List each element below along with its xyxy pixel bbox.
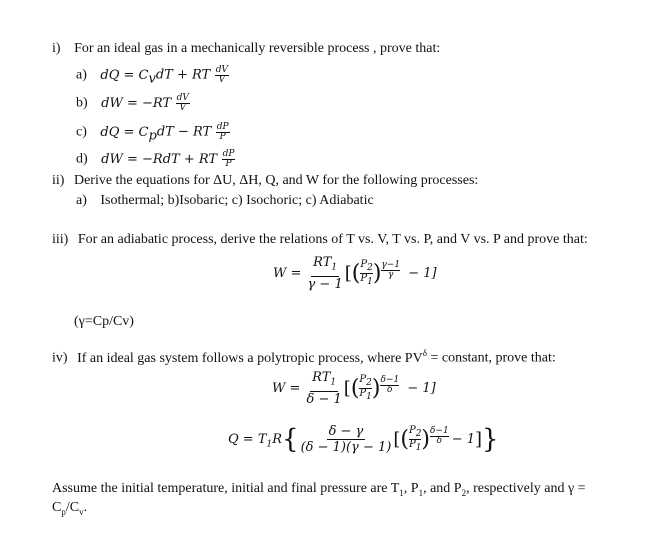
q1-item-b bbox=[76, 94, 191, 113]
item-label: c) bbox=[76, 124, 87, 140]
q4-equation-w bbox=[272, 370, 436, 407]
footer2-sub-2: v bbox=[79, 506, 84, 517]
eq-num-text: RT bbox=[312, 370, 331, 385]
eq-open-bracket: [ bbox=[343, 377, 351, 399]
ratio-den: P bbox=[360, 272, 368, 284]
eq-open-bracket: [ bbox=[344, 262, 352, 284]
frac-den: V bbox=[179, 103, 187, 113]
footer-text-3: , and P bbox=[423, 481, 462, 496]
eq-right-paren: ) bbox=[421, 427, 431, 452]
eq-r: R bbox=[272, 432, 283, 447]
exp-num: γ−1 bbox=[381, 259, 401, 270]
eq-den: (δ − 1)(γ − 1) bbox=[300, 440, 392, 455]
eq-tail: − 1] bbox=[408, 265, 437, 281]
eq-num-text: RT bbox=[313, 255, 332, 270]
item-label: d) bbox=[76, 151, 88, 167]
item-lhs: dW = −RT bbox=[101, 95, 172, 111]
eq-right-paren: ) bbox=[371, 375, 381, 401]
q4-label: iv) bbox=[52, 350, 68, 366]
eq-pressure-ratio bbox=[360, 260, 372, 287]
eq-tail: − 1 bbox=[451, 432, 475, 447]
eq-den: δ − 1 bbox=[306, 391, 342, 407]
item-fraction bbox=[216, 123, 230, 142]
footer2-text-3: . bbox=[83, 500, 88, 515]
footer2-sub-1: p bbox=[61, 506, 66, 517]
q1-item-d bbox=[76, 150, 236, 169]
eq-exponent bbox=[381, 261, 400, 280]
ratio-num-sub: 2 bbox=[367, 262, 373, 273]
exp-den: δ bbox=[436, 436, 443, 446]
q2-label: ii) bbox=[52, 173, 65, 188]
q4-text: If an ideal gas system follows a polytropic process, where PV bbox=[77, 350, 423, 366]
eq-lhs-sub: 1 bbox=[266, 439, 273, 450]
footer-text-4: , respectively and γ = bbox=[466, 481, 586, 496]
q2-subline bbox=[76, 193, 374, 209]
eq-lhs: W = bbox=[272, 380, 301, 396]
eq-num-sub: 1 bbox=[331, 262, 338, 273]
eq-close-bracket: ] bbox=[475, 429, 483, 450]
footer-text-2: , P bbox=[403, 481, 419, 496]
footer-line-1 bbox=[52, 481, 586, 501]
footer-line-2 bbox=[52, 500, 87, 520]
item-sub: p bbox=[148, 128, 157, 144]
exp-den: δ bbox=[387, 384, 393, 395]
q2-sub-text: Isothermal; b)Isobaric; c) Isochoric; c) Adiabatic bbox=[100, 193, 374, 208]
eq-main-fraction bbox=[308, 255, 343, 292]
item-lhs: dQ = C bbox=[100, 124, 149, 140]
exp-num: δ−1 bbox=[380, 374, 400, 385]
eq-tail: − 1] bbox=[407, 380, 436, 396]
ratio-den: P bbox=[408, 439, 416, 450]
item-lhs: dW = −RdT + RT bbox=[101, 151, 218, 167]
ratio-den-sub: 1 bbox=[367, 276, 373, 287]
eq-left-paren: ( bbox=[350, 375, 360, 401]
ratio-den: P bbox=[359, 387, 367, 399]
q3-text: For an adiabatic process, derive the relations of T vs. V, T vs. P, and V vs. P and prove that: bbox=[77, 232, 588, 247]
footer-text-1: Assume the initial temperature, initial and final pressure are T bbox=[52, 481, 400, 496]
item-fraction bbox=[222, 150, 236, 169]
frac-den: P bbox=[225, 159, 232, 169]
item-lhs: dQ = C bbox=[100, 67, 149, 83]
ratio-num: P bbox=[360, 258, 368, 270]
eq-right-paren: ) bbox=[372, 260, 382, 286]
item-sub: v bbox=[148, 71, 156, 87]
eq-num: δ − γ bbox=[328, 424, 364, 439]
q4-equation-q bbox=[228, 424, 499, 456]
item-label: a) bbox=[76, 67, 87, 83]
q1-heading bbox=[52, 41, 440, 57]
footer-sub-2: 1 bbox=[418, 487, 424, 498]
frac-den: V bbox=[218, 75, 226, 85]
q4-sup: δ bbox=[422, 348, 427, 358]
eq-lhs: Q = T bbox=[228, 432, 267, 447]
item-mid: dT − RT bbox=[156, 124, 212, 140]
footer-sub-1: 1 bbox=[399, 487, 404, 498]
q3-equation bbox=[273, 255, 437, 292]
q4-text-end: = constant, prove that: bbox=[426, 350, 556, 366]
eq-close-brace: } bbox=[482, 424, 499, 455]
ratio-den-sub: 1 bbox=[366, 391, 372, 402]
eq-num-sub: 1 bbox=[330, 377, 337, 388]
eq-pressure-ratio bbox=[359, 375, 371, 402]
eq-exponent bbox=[430, 427, 449, 446]
item-fraction bbox=[176, 94, 190, 113]
frac-num: dP bbox=[216, 122, 229, 132]
eq-exponent bbox=[380, 376, 399, 395]
eq-left-paren: ( bbox=[400, 427, 409, 452]
item-mid: dT + RT bbox=[155, 67, 211, 83]
ratio-num: P bbox=[408, 425, 416, 436]
frac-num: dV bbox=[215, 65, 228, 75]
eq-open-brace: { bbox=[282, 424, 299, 455]
footer-sub-3: 2 bbox=[461, 487, 467, 498]
eq-lhs: W = bbox=[273, 265, 302, 281]
q3-label: iii) bbox=[52, 232, 69, 247]
ratio-den-sub: 1 bbox=[415, 443, 422, 453]
q2-text: Derive the equations for ΔU, ΔH, Q, and W for the following processes: bbox=[73, 173, 479, 188]
q3-heading bbox=[52, 232, 588, 248]
q2-heading bbox=[52, 173, 478, 189]
q1-item-c bbox=[76, 123, 231, 145]
frac-num: dV bbox=[176, 93, 189, 103]
item-label: b) bbox=[76, 95, 88, 111]
footer2-text-1: C bbox=[52, 500, 62, 515]
ratio-num-sub: 2 bbox=[415, 429, 422, 439]
frac-den: P bbox=[219, 132, 226, 142]
item-fraction bbox=[215, 66, 229, 85]
eq-open-bracket: [ bbox=[393, 429, 401, 450]
ratio-num: P bbox=[359, 373, 367, 385]
q1-text: For an ideal gas in a mechanically reversible process , prove that: bbox=[74, 41, 441, 56]
q1-item-a bbox=[76, 66, 230, 88]
eq-main-fraction bbox=[307, 370, 342, 407]
q2-sub-label: a) bbox=[76, 193, 87, 208]
frac-num: dP bbox=[222, 149, 235, 159]
eq-main-fraction bbox=[301, 424, 392, 455]
eq-left-paren: ( bbox=[351, 260, 361, 286]
eq-num bbox=[311, 255, 339, 277]
q1-label: i) bbox=[52, 41, 61, 56]
eq-den: γ − 1 bbox=[307, 276, 343, 292]
q4-heading bbox=[52, 345, 556, 367]
eq-pressure-ratio bbox=[409, 426, 421, 453]
exp-den: γ bbox=[388, 269, 394, 280]
eq-num bbox=[310, 370, 338, 392]
ratio-num-sub: 2 bbox=[366, 377, 372, 388]
q3-note: (γ=Cp/Cv) bbox=[74, 314, 134, 329]
exp-num: δ−1 bbox=[430, 426, 449, 436]
footer2-text-2: /C bbox=[65, 500, 80, 515]
